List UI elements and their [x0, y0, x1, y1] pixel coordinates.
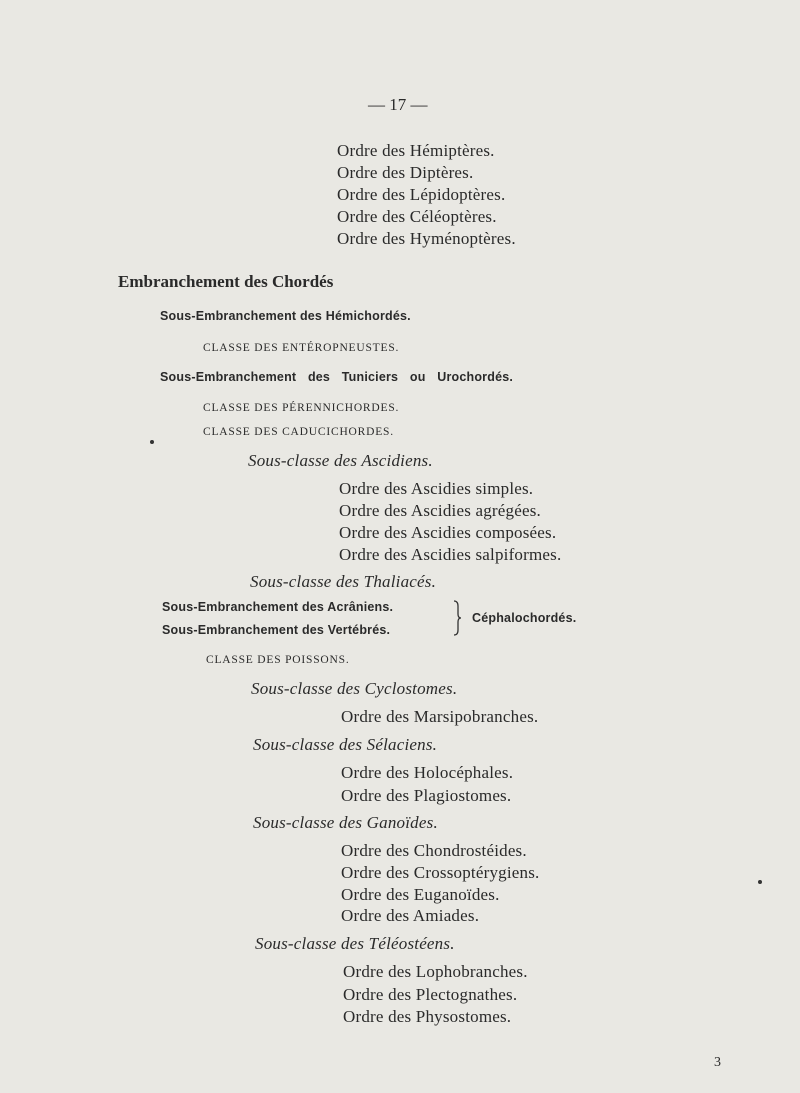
order-line: Ordre des Lépidoptères. — [337, 185, 506, 204]
order-line: Ordre des Céléoptères. — [337, 207, 497, 226]
order-line: Ordre des Hyménoptères. — [337, 229, 516, 248]
sous-classe-heading: Sous-classe des Cyclostomes. — [251, 679, 458, 698]
sous-classe-heading: Sous-classe des Thaliacés. — [250, 572, 437, 591]
order-line: Ordre des Ascidies simples. — [339, 479, 534, 498]
ink-spot — [150, 440, 154, 444]
sous-classe-heading: Sous-classe des Sélaciens. — [253, 735, 438, 754]
order-line: Ordre des Diptères. — [337, 163, 474, 182]
order-line: Ordre des Physostomes. — [343, 1007, 512, 1026]
sous-embranchement-heading: Sous-Embranchement des Acrâniens. — [162, 600, 394, 614]
order-line: Ordre des Holocéphales. — [341, 763, 514, 782]
embranchement-heading: Embranchement des Chordés — [118, 272, 334, 291]
sous-embranchement-heading: Sous-Embranchement des Tuniciers ou Urochordés. — [160, 370, 514, 384]
page-number: — 17 — — [368, 95, 428, 114]
order-line: Ordre des Amiades. — [341, 906, 480, 925]
sous-embranchement-heading: Sous-Embranchement des Vertébrés. — [162, 623, 391, 637]
order-line: Ordre des Crossoptérygiens. — [341, 863, 540, 882]
brace-icon — [452, 600, 462, 636]
order-line: Ordre des Chondrostéides. — [341, 841, 527, 860]
classe-heading: CLASSE DES CADUCICHORDES. — [203, 426, 394, 438]
classe-heading: CLASSE DES POISSONS. — [206, 654, 350, 666]
order-line: Ordre des Ascidies agrégées. — [339, 501, 541, 520]
order-line: Ordre des Euganoïdes. — [341, 885, 500, 904]
order-line: Ordre des Ascidies composées. — [339, 523, 557, 542]
corner-mark: 3 — [714, 1055, 722, 1070]
sous-classe-heading: Sous-classe des Ascidiens. — [248, 451, 433, 470]
ink-spot — [758, 880, 762, 884]
sous-classe-heading: Sous-classe des Téléostéens. — [255, 934, 455, 953]
sous-classe-heading: Sous-classe des Ganoïdes. — [253, 813, 438, 832]
order-line: Ordre des Lophobranches. — [343, 962, 528, 981]
classe-heading: CLASSE DES PÉRENNICHORDES. — [203, 402, 400, 414]
order-line: Ordre des Ascidies salpiformes. — [339, 545, 562, 564]
order-line: Ordre des Hémiptères. — [337, 141, 495, 160]
order-line: Ordre des Plagiostomes. — [341, 786, 512, 805]
cephalochordes-label: Céphalochordés. — [472, 611, 577, 625]
order-line: Ordre des Plectognathes. — [343, 985, 518, 1004]
order-line: Ordre des Marsipobranches. — [341, 707, 539, 726]
classe-heading: CLASSE DES ENTÉROPNEUSTES. — [203, 342, 400, 354]
sous-embranchement-heading: Sous-Embranchement des Hémichordés. — [160, 309, 411, 323]
